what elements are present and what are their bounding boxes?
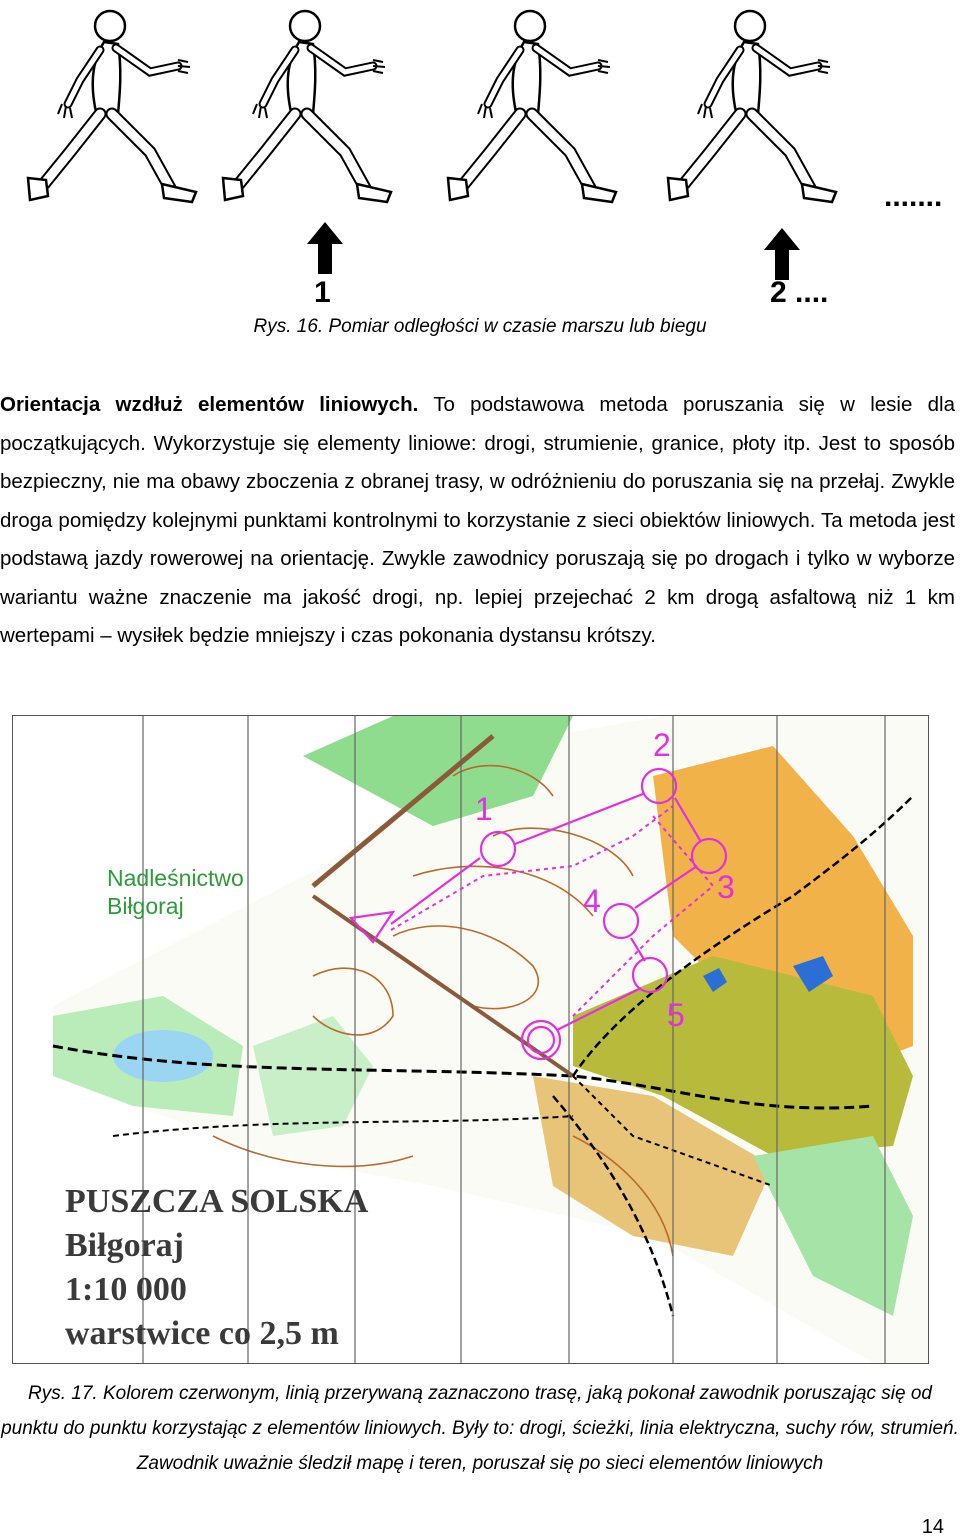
paragraph-body: To podstawowa metoda poruszania się w lesie dla początkujących. Wykorzystuje się elementy liniowe: drogi, strumienie, granice, płoty itp. Jest to sposób bezpieczny, nie ma obawy zboczenia z obranej trasy, w odróżnieniu do poruszania się na przełaj. Zwykle droga pomiędzy kolejnymi punktami kontrolnymi to korzystanie z sieci obiektów liniowych. Ta metoda jest podstawą jazdy rowerowej na orientację. Zwykle zawodnicy poruszają się po drogach i tylko w wyborze wariantu ważne znaczenie ma jakość drogi, np. lepiej przejechać 2 km drogą asfaltową niż 1 km wertepami – wysiłek będzie mniejszy i czas pokonania dystansu krótszy. bbox=[0, 393, 955, 647]
orienteering-map bbox=[12, 715, 929, 1364]
step-arrow-1 bbox=[307, 222, 343, 274]
figure-16-caption: Rys. 16. Pomiar odległości w czasie marszu lub biegu bbox=[253, 316, 707, 337]
control-number-2: 2 bbox=[653, 727, 671, 763]
page-number: 14 bbox=[921, 1516, 944, 1538]
arrow-label-1: 1 bbox=[314, 276, 331, 309]
walking-figures-illustration bbox=[0, 0, 960, 310]
control-number-1: 1 bbox=[475, 791, 493, 827]
continuation-ellipsis: ....... bbox=[884, 180, 943, 213]
figure-17-caption: Rys. 17. Kolorem czerwonym, linią przerywaną zaznaczono trasę, jaką pokonał zawodnik poruszając się od punktu do punktu korzystając z elementów liniowych. Były to: drogi, ścieżki, linia elektryczna, suchy rów, strumień. Zawodnik uważnie śledził mapę i teren, poruszał się po sieci elementów liniowych bbox=[1, 1383, 959, 1474]
body-paragraph bbox=[0, 386, 955, 656]
map-label-line2: Biłgoraj bbox=[107, 893, 184, 919]
control-number-5: 5 bbox=[667, 997, 685, 1033]
arrow-label-2: 2 .... bbox=[770, 276, 829, 309]
map-label-line1: Nadleśnictwo bbox=[107, 865, 244, 891]
map-title-line-4: warstwice co 2,5 m bbox=[65, 1315, 339, 1352]
map-title-line-1: PUSZCZA SOLSKA bbox=[65, 1183, 369, 1220]
control-number-3: 3 bbox=[717, 869, 735, 905]
map-title-line-3: 1:10 000 bbox=[65, 1271, 187, 1308]
step-arrow-2 bbox=[764, 228, 800, 280]
control-number-4: 4 bbox=[583, 883, 601, 919]
map-title-line-2: Biłgoraj bbox=[65, 1227, 184, 1264]
paragraph-heading: Orientacja wzdłuż elementów liniowych. bbox=[0, 393, 419, 416]
